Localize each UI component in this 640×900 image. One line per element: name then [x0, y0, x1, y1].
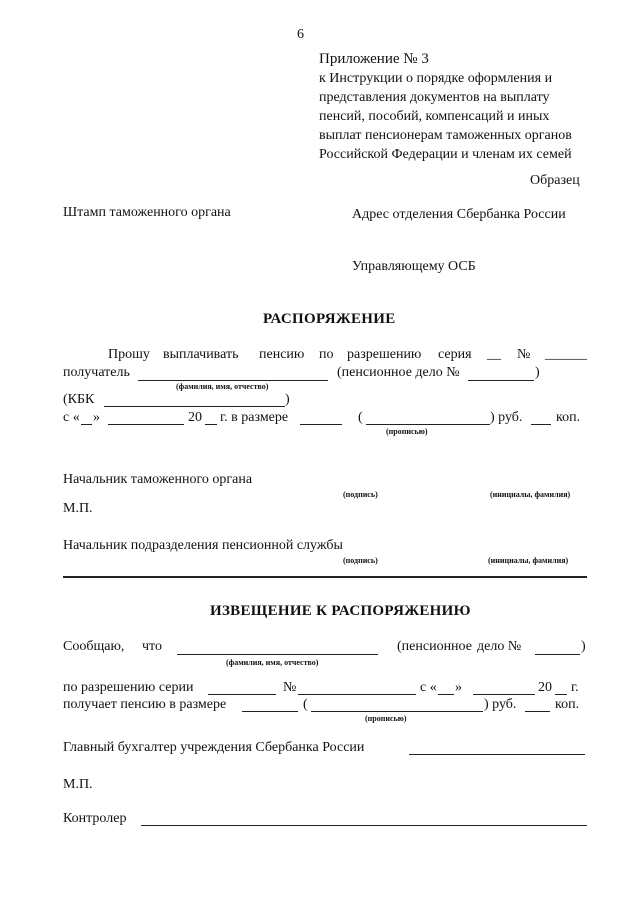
controller-label: Контролер: [63, 811, 127, 826]
appendix-line: представления документов на выплату: [319, 90, 550, 105]
chief-accountant-signature-field[interactable]: [409, 754, 585, 755]
order-text: ): [535, 365, 540, 380]
recipient-field[interactable]: [138, 380, 328, 381]
rub-label: ) руб.: [490, 410, 523, 425]
chief-accountant-label: Главный бухгалтер учреждения Сбербанка России: [63, 740, 365, 755]
signature-caption: (подпись): [343, 490, 378, 499]
fio-caption: (фамилия, имя, отчество): [226, 658, 319, 667]
notice-text: Сообщаю,: [63, 639, 125, 654]
order-text: разрешению: [347, 347, 422, 362]
notice-permission-label: по разрешению серии: [63, 680, 194, 695]
notice-series-field[interactable]: [208, 694, 276, 695]
notice-month-field[interactable]: [473, 694, 535, 695]
stamp-label: Штамп таможенного органа: [63, 205, 231, 220]
order-text: выплачивать: [163, 347, 239, 362]
order-text: №: [517, 347, 531, 362]
notice-text: »: [455, 680, 462, 695]
initials-caption: (инициалы, фамилия): [490, 490, 571, 499]
order-text: по: [319, 347, 334, 362]
appendix-title: Приложение № 3: [319, 51, 429, 67]
notice-text: с «: [420, 680, 437, 695]
initials-caption: (инициалы, фамилия): [488, 556, 569, 565]
series-number-field[interactable]: ______: [545, 347, 587, 362]
page-number: 6: [297, 27, 304, 42]
order-text: (: [358, 410, 363, 425]
notice-text: №: [283, 680, 297, 695]
order-title: РАСПОРЯЖЕНИЕ: [263, 311, 396, 327]
kbk-field[interactable]: [104, 406, 285, 407]
fio-caption: (фамилия, имя, отчество): [176, 382, 269, 391]
sample-label: Образец: [530, 173, 580, 188]
pension-case-field[interactable]: [468, 380, 534, 381]
order-text: пенсию: [259, 347, 305, 362]
day-field[interactable]: [81, 424, 92, 425]
appendix-line: пенсий, пособий, компенсаций и иных: [319, 109, 550, 124]
appendix-block: [319, 50, 572, 164]
month-field[interactable]: [108, 424, 184, 425]
kop-field[interactable]: [531, 424, 551, 425]
words-caption: (прописью): [386, 427, 428, 436]
order-text: Прошу: [108, 347, 150, 362]
notice-title: ИЗВЕЩЕНИЕ К РАСПОРЯЖЕНИЮ: [210, 603, 471, 619]
kop-label: коп.: [556, 410, 581, 425]
pension-case-label: (пенсионное дело №: [337, 365, 460, 380]
notice-rub-label: ) руб.: [484, 697, 517, 712]
appendix-line: к Инструкции о порядке оформления и: [319, 71, 553, 86]
notice-year-field[interactable]: [555, 694, 567, 695]
notice-kop-label: коп.: [555, 697, 580, 712]
notice-text: ): [581, 639, 586, 654]
amount-field[interactable]: [300, 424, 342, 425]
notice-text: дело №: [477, 639, 522, 654]
recipient-label: получатель: [63, 365, 130, 380]
seal-label: М.П.: [63, 501, 93, 516]
kbk-label: (КБК: [63, 392, 95, 407]
head-customs-label: Начальник таможенного органа: [63, 472, 253, 487]
notice-text: 20: [538, 680, 552, 695]
notice-amount-label: получает пенсию в размере: [63, 697, 227, 712]
date-prefix: с «: [63, 410, 80, 425]
amount-label: г. в размере: [220, 410, 289, 425]
seal-label: М.П.: [63, 777, 93, 792]
appendix-line: Российской Федерации и членам их семей: [319, 147, 572, 162]
year-field[interactable]: [205, 424, 217, 425]
notice-text: что: [142, 639, 162, 654]
order-text: __: [487, 347, 501, 362]
notice-text: (: [303, 697, 308, 712]
bank-address-label: Адрес отделения Сбербанка России: [352, 207, 566, 222]
notice-day-field[interactable]: [438, 694, 454, 695]
notice-recipient-field[interactable]: [177, 654, 378, 655]
notice-kop-field[interactable]: [525, 711, 550, 712]
notice-text: (пенсионное: [397, 639, 472, 654]
controller-signature-field[interactable]: [141, 825, 587, 826]
order-text: ): [285, 392, 290, 407]
section-divider: [63, 576, 587, 578]
head-pension-label: Начальник подразделения пенсионной службы: [63, 538, 343, 553]
notice-amount-words-field[interactable]: [311, 711, 483, 712]
appendix-line: выплат пенсионерам таможенных органов: [319, 128, 572, 143]
words-caption: (прописью): [365, 714, 407, 723]
notice-case-field[interactable]: [535, 654, 580, 655]
signature-caption: (подпись): [343, 556, 378, 565]
notice-text: г.: [571, 680, 579, 695]
order-text: »: [93, 410, 100, 425]
order-text: 20: [188, 410, 202, 425]
notice-number-field[interactable]: [298, 694, 416, 695]
order-text: серия: [438, 347, 472, 362]
notice-amount-field[interactable]: [242, 711, 298, 712]
amount-words-field[interactable]: [366, 424, 490, 425]
addressee: Управляющему ОСБ: [352, 259, 476, 274]
